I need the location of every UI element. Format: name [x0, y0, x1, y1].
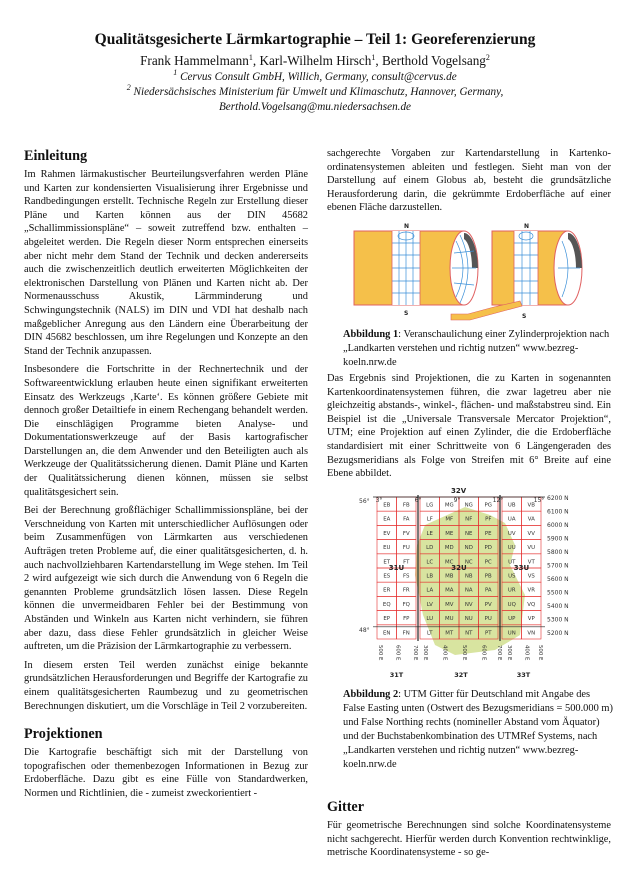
- northing-label: 6000 N: [547, 521, 569, 529]
- northing-label: 6200 N: [547, 495, 569, 502]
- northing-label: 5300 N: [547, 616, 569, 624]
- easting-label: 400 E: [441, 645, 448, 661]
- grid-cell-code: UV: [507, 530, 516, 537]
- grid-cell-code: NB: [464, 573, 473, 580]
- grid-cell-code: VN: [527, 630, 536, 637]
- northing-labels: [547, 495, 569, 637]
- grid-cell: [377, 511, 397, 525]
- longitude-label: 15°: [533, 497, 545, 504]
- figure-2-caption: [343, 688, 613, 771]
- grid-cell-code: UN: [507, 630, 516, 637]
- paragraph: Im Rahmen lärmakustischer Beurteilungsverfahren werden Pläne und Karten zur kondensierten Visualisierung ihrer Ergebnisse und Randbedingungen erstellt. Technische Regeln zur Erstellung dieser Pläne und Karten können aus der DIN 45682 „Schallimmissionspläne“ – soweit zutreffend bzw. enthalten – abgeleitet werden. Die Regeln dieser Norm entsprechen einerseits aber nicht mehr dem Stand der Technik und decken andererseits auch die zwischenzeitlich deutlich erweiterten Möglichkeiten der elektronischen Darstellung von Plänen und Karten nicht ab. Der Normenausschuss Akustik, Lärmminderung und Schwingungstechnik (NALS) im DIN und VDI hat deshalb nach maßgeblicher Anregung aus den Ländern eine Überarbeitung der DIN 45682 beschlossen, um ihre Regelungen und Konzepte an den Stand der Technik anzupassen.: [24, 169, 308, 357]
- grid-cell-code: PV: [484, 601, 492, 608]
- grid-cell-code: FP: [403, 616, 410, 623]
- longitude-labels: [376, 497, 545, 504]
- northing-label: 6100 N: [547, 508, 569, 516]
- grid-cell-code: MT: [445, 630, 454, 637]
- grid-cell-code: EU: [383, 545, 391, 552]
- grid-cell-code: FB: [402, 502, 410, 509]
- zone-label: 32U: [451, 564, 467, 572]
- grid-cell-code: PA: [484, 587, 492, 594]
- grid-cell-code: LD: [426, 545, 434, 552]
- grid-cell-code: PG: [484, 502, 492, 509]
- grid-cell-code: FQ: [402, 601, 410, 608]
- grid-cell-code: EQ: [382, 601, 391, 608]
- affiliation-marker: 2: [485, 53, 490, 62]
- zone-label: 32T: [454, 671, 468, 679]
- grid-cell: [397, 525, 417, 539]
- section-gitter: [327, 798, 611, 865]
- paragraph: sachgerechte Vorgaben zur Kartendarstellung in Kartenkoordinatensystemen ableiten und festlegen. Sieht man von der Darstellung auf einem Globus ab, besteht die grundsätzliche Herausforderung darin, die gekrümmte Erdoberfläche auf einer ebenen Fläche darzustellen.: [327, 148, 611, 214]
- affiliation-marker: 1: [371, 53, 376, 62]
- grid-cell-code: ET: [383, 559, 391, 566]
- affiliation-number: 2: [126, 83, 131, 92]
- longitude-label: 3°: [375, 497, 383, 504]
- grid-cell-code: FT: [403, 559, 410, 566]
- paragraph: Insbesondere die Fortschritte in der Rechnertechnik und der Softwareentwicklung erlauben heute einen signifikant erweiterten Einsatz des Werkzeugs ‚Karte‘. Es können größere Gebiete mit dennoch großer Detailtiefe in einem Rechengang behandelt werden. Die einschlägigen Programme bieten Analyse- und Dokumentationswerkzeuge auf der Basis kartografischer Darstellungen an, die dem Anwender und den Beteiligten auch als Werkzeuge der Qualitätssicherung dienen. Damit Pläne und Karten der Qualitätssicherung dienen können, müssen sie selbst qualitätsgesichert sein.: [24, 364, 308, 498]
- paragraph: Die Kartografie beschäftigt sich mit der Darstellung von topografischen oder themenbezogen Informationen in Bezug zur Erdoberfläche. Dazu gibt es eine Fülle von Standardwerken, Normen und Richtlinien, die - zumeist zweckorientiert -: [24, 747, 308, 799]
- paragraph: Bei der Berechnung großflächiger Schallimmissionspläne, bei der Verschneidung von Karten mit unterschiedlicher Auflösungen oder beim Zusammenfügen von Lärmkarten aus verschiedenen Aufträgen treten Probleme auf, die einer qualitätsgesicherten, d. h. auch nachvollziehbaren Kartendarstellung im Wege stehen. Im Teil 2 wird aufgezeigt wie sich durch die Anwendung von 6 Regeln die genannten Probleme grundsätzlich lösen lassen. Diese Regeln können die unvermeidbaren Fehler bei der Bestimmung von Abständen und Winkeln aus Karten nicht verhindern, sie führen aber dazu, dass diese Fehler grundsätzlich in gleicher Weise auftreten, um die Präzision der Lärmkartographie zu verbessern.: [24, 505, 308, 653]
- zone-label-32v: 32V: [451, 487, 467, 495]
- grid-cell-code: PC: [484, 559, 492, 566]
- latitude-bottom: 48°: [359, 627, 370, 634]
- grid-cell-code: MG: [444, 502, 454, 509]
- paragraph: Das Ergebnis sind Projektionen, die zu Karten in sogenannten Kartenkoordinatensystemen führen, die zwar lagetreu aber nie gleichzeitig abstands-, winkel-, flächen- und maßstabstreu sind. Ein Beispiel ist die „Universale Transversale Mercator Projektion“, UTM; eine Projektion auf einen Zylinder, die die Erdoberfläche standardisiert mit einer Schrittweite von 6 Längengeraden des Bezugsmeridians als Folge von Streifen mit 6° Breite auf eine Ebene abbildet.: [327, 373, 611, 480]
- grid-cell-code: LA: [426, 587, 434, 594]
- grid-cell-code: PE: [484, 530, 492, 537]
- grid-cell-code: MV: [445, 601, 454, 608]
- grid-cell: [397, 497, 417, 511]
- longitude-label: 9°: [453, 497, 461, 504]
- grid-cell-code: NE: [465, 530, 473, 537]
- grid-cell-code: FA: [403, 516, 410, 523]
- zone-label: 31T: [389, 671, 404, 679]
- author-name: Karl-Wilhelm Hirsch: [259, 53, 372, 68]
- easting-label: 500 E: [377, 645, 383, 661]
- grid-cell-code: VQ: [527, 601, 536, 608]
- grid-cell-code: VV: [527, 530, 535, 537]
- easting-label: 700 E: [496, 645, 502, 661]
- grid-cell-code: ES: [383, 573, 391, 580]
- affiliation-1: [0, 70, 630, 85]
- section-heading-einleitung: Einleitung: [24, 148, 88, 164]
- northing-label: 5400 N: [547, 602, 569, 610]
- longitude-label: 6°: [414, 497, 422, 504]
- affiliation-text: Niedersächsisches Ministerium für Umwelt und Klimaschutz, Hannover, Germany,: [133, 86, 504, 98]
- grid-cell-code: NF: [465, 516, 473, 523]
- figure-1-caption: [343, 328, 613, 370]
- easting-label: 600 E: [394, 645, 401, 661]
- south-pole-label: S: [404, 310, 409, 317]
- grid-cell: [377, 611, 397, 625]
- grid-cell-code: NA: [464, 587, 473, 594]
- grid-cell-code: FU: [402, 545, 410, 552]
- easting-label: 600 E: [480, 645, 487, 661]
- grid-cell: [502, 497, 522, 511]
- grid-cell-code: ER: [383, 587, 391, 594]
- grid-cell-code: FV: [402, 530, 410, 537]
- grid-cell-code: FR: [402, 587, 410, 594]
- easting-label: 500 E: [461, 645, 467, 661]
- grid-cell-code: PT: [484, 630, 492, 637]
- grid-cell-code: LG: [426, 502, 434, 509]
- northing-label: 5500 N: [547, 589, 569, 597]
- northing-label: 5600 N: [547, 575, 569, 583]
- section-heading-gitter: Gitter: [327, 799, 365, 815]
- grid-cell-code: LC: [426, 559, 434, 566]
- grid-cell-code: LT: [426, 630, 433, 637]
- author-name: Berthold Vogelsang: [381, 53, 486, 68]
- figure-1-cylinder-projection: [338, 221, 598, 321]
- section-heading-projektionen: Projektionen: [24, 726, 103, 743]
- cylinder-left: [354, 223, 478, 317]
- grid-cell: [377, 582, 397, 596]
- figure-2-utm-grid: [355, 485, 570, 680]
- grid-cell-code: NC: [464, 559, 473, 566]
- northing-label: 5800 N: [547, 548, 569, 556]
- grid-cell: [397, 582, 417, 596]
- grid-cell-code: US: [508, 573, 516, 580]
- paragraph: Für geometrische Berechnungen sind solche Koordinatensysteme nicht sachgerecht. Hierfür werden durch Konvention rechtwinklige, metrische Koordinatensysteme - so ge-: [327, 820, 611, 859]
- easting-label: 400 E: [523, 645, 530, 661]
- grid-cell-code: LB: [426, 573, 434, 580]
- grid-cell-code: PB: [484, 573, 492, 580]
- affiliation-marker: 1: [248, 53, 253, 62]
- grid-cell-code: MD: [444, 545, 454, 552]
- figure-label: Abbildung 2: [343, 689, 399, 700]
- grid-cell-code: VR: [527, 587, 535, 594]
- grid-cell: [397, 511, 417, 525]
- affiliation-2-email: Berthold.Vogelsang@mu.niedersachsen.de: [218, 101, 412, 113]
- grid-cell: [420, 497, 440, 511]
- northing-label: 5900 N: [547, 535, 569, 543]
- grid-cell-code: UR: [507, 587, 516, 594]
- grid-cell-code: MA: [445, 587, 454, 594]
- grid-cell-code: MB: [445, 573, 454, 580]
- separator: ,: [252, 53, 260, 68]
- easting-label: 700 E: [412, 645, 418, 661]
- grid-cell: [377, 596, 397, 610]
- figure-label: Abbildung 1: [343, 329, 399, 340]
- zone-label: 31U: [388, 564, 405, 572]
- right-column-top: [327, 147, 611, 220]
- grid-cell-code: UA: [507, 516, 516, 523]
- grid-cell-code: NT: [465, 630, 473, 637]
- grid-cell: [397, 540, 417, 554]
- author-list: [0, 52, 630, 70]
- grid-cell-code: UB: [507, 502, 516, 509]
- zone-label: 33T: [516, 671, 531, 679]
- grid-cell: [522, 511, 542, 525]
- grid-cell: [522, 611, 542, 625]
- grid-cell: [397, 596, 417, 610]
- caption-text: : Veranschaulichung einer Zylinderprojektion nach „Landkarten verstehen und richtig nutzen“ www.bezreg-koeln.nrw.de: [343, 329, 610, 368]
- grid-cell-code: UU: [507, 545, 516, 552]
- left-column: [24, 147, 308, 806]
- grid-cell-code: PF: [485, 516, 492, 523]
- grid-cell-code: VS: [527, 573, 535, 580]
- easting-label: 500 E: [537, 645, 543, 661]
- grid-cell: [397, 611, 417, 625]
- grid-cell-code: FS: [403, 573, 410, 580]
- separator: ,: [375, 53, 382, 68]
- grid-cell: [522, 525, 542, 539]
- grid-cell-code: EN: [383, 630, 391, 637]
- northing-label: 5200 N: [547, 629, 569, 637]
- paper-header: [0, 30, 630, 115]
- grid-cell-code: EP: [383, 616, 391, 623]
- grid-cell-code: NU: [464, 616, 473, 623]
- grid-cell-code: FN: [402, 630, 410, 637]
- north-pole-label: N: [404, 223, 410, 230]
- affiliation-number: 1: [173, 68, 178, 77]
- author-name: Frank Hammelmann: [140, 53, 249, 68]
- grid-cell: [377, 525, 397, 539]
- grid-cell-code: UQ: [507, 601, 516, 608]
- grid-cell-code: VA: [527, 516, 535, 523]
- grid-cell-code: VP: [527, 616, 535, 623]
- grid-cell-code: MF: [445, 516, 454, 523]
- grid-cell-code: VB: [527, 502, 535, 509]
- grid-cell-code: EB: [383, 502, 391, 509]
- grid-cell-code: MU: [444, 616, 454, 623]
- grid-cell-code: VT: [527, 559, 535, 566]
- grid-cell-code: ME: [445, 530, 454, 537]
- affiliation-text: Cervus Consult GmbH, Willich, Germany, consult@cervus.de: [180, 71, 457, 83]
- grid-cell-code: ND: [464, 545, 473, 552]
- grid-cell-code: LF: [426, 516, 433, 523]
- grid-cell-code: LE: [426, 530, 433, 537]
- north-pole-label: N: [524, 223, 530, 230]
- bottom-zone-labels: [390, 671, 531, 679]
- grid-cell-code: PD: [484, 545, 492, 552]
- grid-cell-code: LU: [426, 616, 434, 623]
- grid-cell-code: VU: [527, 545, 536, 552]
- longitude-label: 12°: [492, 497, 504, 504]
- latitude-top: 56°: [359, 498, 370, 505]
- affiliation-2: [0, 85, 630, 100]
- grid-cell-code: NG: [464, 502, 473, 509]
- easting-label: 300 E: [506, 645, 512, 661]
- paper-title: Qualitätsgesicherte Lärmkartographie – Teil 1: Georeferenzierung: [94, 31, 536, 48]
- paragraph: In diesem ersten Teil werden zunächst einige bekannte grundsätzlichen Herausforderungen und Begriffe der Kartografie zu einem qualitätsgesicherten Raumbezug und zu geometrischen Berechnungen diskutiert, um die Vorschläge in Teil 2 vorzubereiten.: [24, 659, 308, 712]
- grid-cell: [522, 540, 542, 554]
- easting-label: 300 E: [422, 645, 428, 661]
- grid-cell-code: EA: [383, 516, 391, 523]
- grid-cell-code: NV: [464, 601, 473, 608]
- zone-label: 33U: [513, 564, 530, 572]
- northing-label: 5700 N: [547, 562, 569, 570]
- grid-cell-code: MC: [445, 559, 454, 566]
- south-pole-label: S: [522, 313, 527, 320]
- grid-cell: [377, 540, 397, 554]
- caption-text: : UTM Gitter für Deutschland mit Angabe des False Easting unten (Ostwert des Bezugsmeridians = 500.000 m) und False Northing rechts (nomineller Abstand vom Äquator) und der Buchstabenkombination des UTMRef Systems, nach „Landkarten verstehen und richtig nutzen“ www.bezreg-koeln.nrw.de: [343, 689, 613, 770]
- grid-cell-code: LV: [426, 601, 433, 608]
- grid-cell-code: UP: [508, 616, 516, 623]
- grid-cell-code: UT: [508, 559, 516, 566]
- grid-cell-code: PU: [484, 616, 492, 623]
- grid-cell-code: EV: [383, 530, 391, 537]
